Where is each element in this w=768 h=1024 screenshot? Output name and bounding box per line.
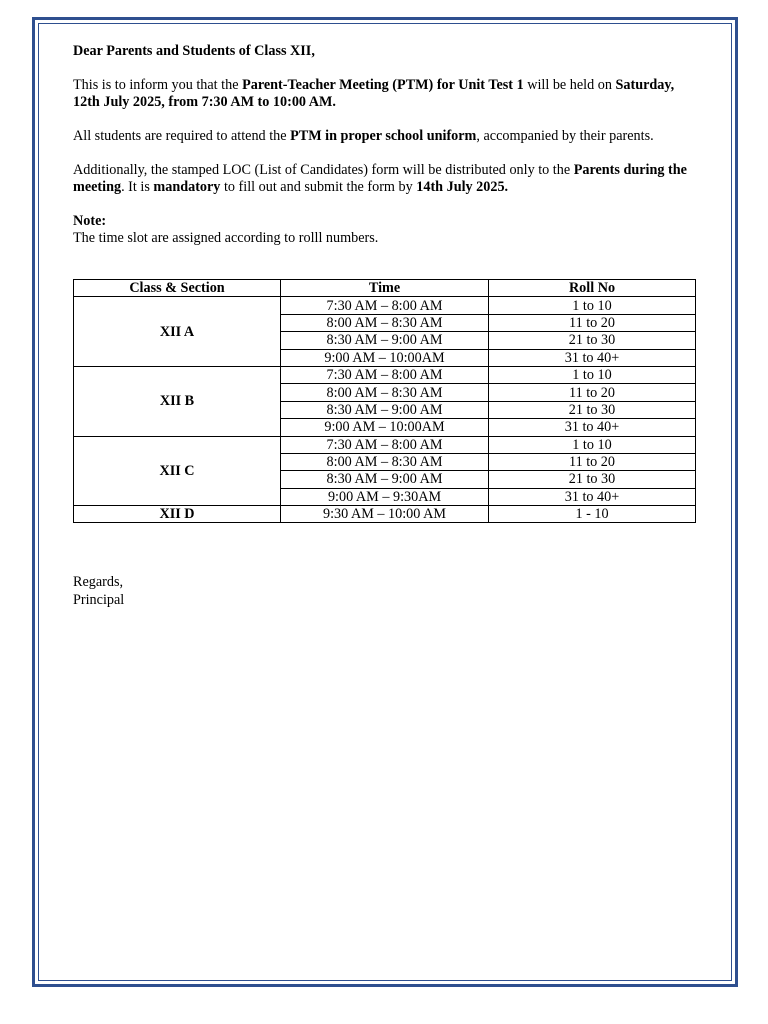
cell-time: 9:30 AM – 10:00 AM <box>281 506 489 523</box>
header-roll-no: Roll No <box>489 280 696 297</box>
p2-text-1: All students are required to attend the <box>73 128 291 144</box>
paragraph-uniform <box>73 128 695 145</box>
note-text: The time slot are assigned according to rolll numbers. <box>73 230 379 246</box>
header-class-section: Class & Section <box>74 280 281 297</box>
p3-bold-3: 14th July 2025. <box>416 179 509 195</box>
p2-text-2: , accompanied by their parents. <box>476 128 654 144</box>
cell-roll-no: 21 to 30 <box>489 471 696 488</box>
cell-time: 9:00 AM – 10:00AM <box>281 349 489 366</box>
cell-roll-no: 21 to 30 <box>489 401 696 418</box>
closing <box>73 573 124 609</box>
cell-roll-no: 11 to 20 <box>489 314 696 331</box>
cell-section: XII B <box>74 366 281 436</box>
cell-roll-no: 1 to 10 <box>489 366 696 383</box>
table-row <box>74 297 696 314</box>
note-label-text: Note: <box>73 213 107 229</box>
table-row <box>74 366 696 383</box>
cell-time: 7:30 AM – 8:00 AM <box>281 366 489 383</box>
cell-time: 8:30 AM – 9:00 AM <box>281 401 489 418</box>
paragraph-loc-form <box>73 162 695 196</box>
cell-roll-no: 11 to 20 <box>489 384 696 401</box>
letter-body <box>73 43 695 247</box>
p1-text-2: will be held on <box>523 77 616 93</box>
note-label <box>73 213 695 230</box>
cell-time: 7:30 AM – 8:00 AM <box>281 297 489 314</box>
table-body <box>74 297 696 523</box>
p3-bold-2: mandatory <box>153 179 221 195</box>
p1-text-1: This is to inform you that the <box>73 77 243 93</box>
cell-roll-no: 31 to 40+ <box>489 419 696 436</box>
cell-section: XII A <box>74 297 281 367</box>
p3-text-2: . It is <box>121 179 154 195</box>
p1-bold-1: Parent-Teacher Meeting (PTM) for Unit Test 1 <box>242 77 524 93</box>
header-time: Time <box>281 280 489 297</box>
table-header-row <box>74 280 696 297</box>
table-row <box>74 436 696 453</box>
salutation-text: Dear Parents and Students of Class XII, <box>73 43 315 59</box>
p1-bold-2: Saturday, 12th July 2025, from 7:30 AM to 10:00 AM. <box>73 77 675 110</box>
cell-time: 8:30 AM – 9:00 AM <box>281 471 489 488</box>
cell-time: 8:00 AM – 8:30 AM <box>281 384 489 401</box>
cell-roll-no: 31 to 40+ <box>489 488 696 505</box>
cell-time: 8:00 AM – 8:30 AM <box>281 453 489 470</box>
table-row <box>74 506 696 523</box>
cell-roll-no: 31 to 40+ <box>489 349 696 366</box>
cell-time: 7:30 AM – 8:00 AM <box>281 436 489 453</box>
cell-roll-no: 1 to 10 <box>489 436 696 453</box>
cell-roll-no: 1 - 10 <box>489 506 696 523</box>
p3-text-1: Additionally, the stamped LOC (List of Candidates) form will be distributed only to the <box>73 162 574 178</box>
cell-section: XII D <box>74 506 281 523</box>
cell-roll-no: 11 to 20 <box>489 453 696 470</box>
salutation <box>73 43 695 60</box>
p3-text-3: to fill out and submit the form by <box>220 179 417 195</box>
cell-time: 8:30 AM – 9:00 AM <box>281 332 489 349</box>
cell-roll-no: 21 to 30 <box>489 332 696 349</box>
p3-bold-1: Parents during the meeting <box>73 162 687 195</box>
ptm-schedule-table <box>73 279 696 523</box>
cell-time: 9:00 AM – 10:00AM <box>281 419 489 436</box>
regards-text: Regards, <box>73 574 124 590</box>
p2-bold-1: PTM in proper school uniform <box>290 128 477 144</box>
paragraph-ptm-announcement <box>73 77 695 111</box>
cell-roll-no: 1 to 10 <box>489 297 696 314</box>
cell-time: 9:00 AM – 9:30AM <box>281 488 489 505</box>
signatory-text: Principal <box>73 592 125 608</box>
cell-time: 8:00 AM – 8:30 AM <box>281 314 489 331</box>
cell-section: XII C <box>74 436 281 506</box>
